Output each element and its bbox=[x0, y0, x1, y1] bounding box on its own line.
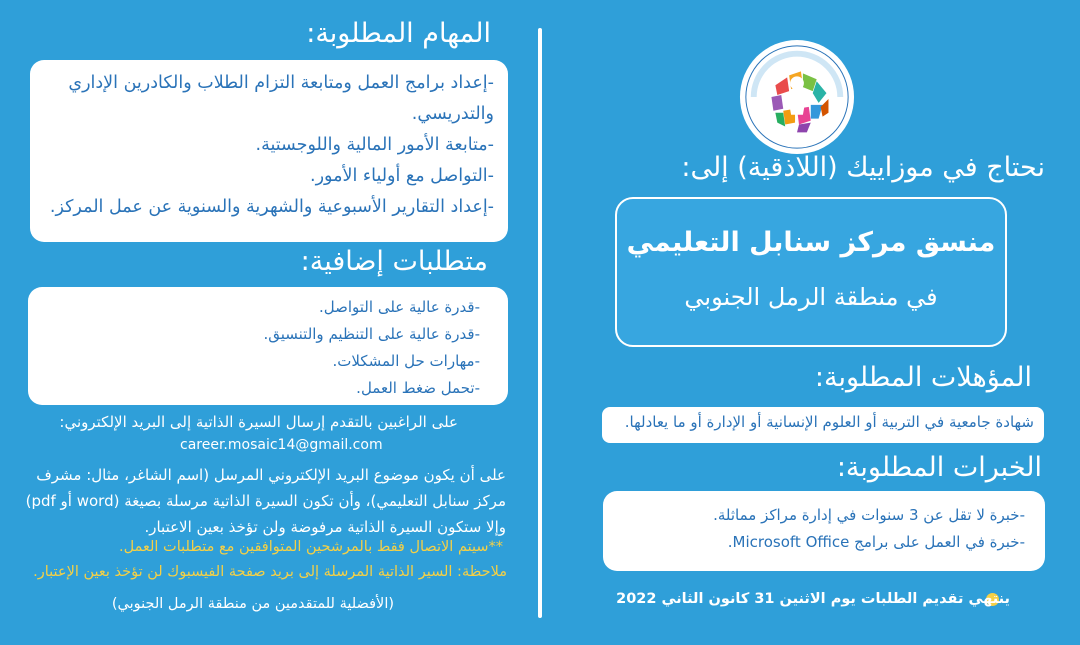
role-title: منسق مركز سنابل التعليمي bbox=[626, 227, 996, 258]
extra-requirements-heading: متطلبات إضافية: bbox=[300, 246, 488, 277]
deadline-text: ينتهي تقديم الطلبات يوم الاثنين 31 كانون الثاني 2022 bbox=[616, 591, 1010, 607]
subject-line: على أن يكون موضوع البريد الإلكتروني المرسل (اسم الشاغر، مثال: مشرف bbox=[36, 466, 506, 484]
extra-item: -تحمل ضغط العمل. bbox=[356, 379, 480, 397]
tasks-heading: المهام المطلوبة: bbox=[306, 18, 491, 49]
extra-item: -قدرة عالية على التواصل. bbox=[319, 298, 480, 316]
task-item: -متابعة الأمور المالية واللوجستية. bbox=[255, 135, 494, 155]
email-subject-instructions bbox=[26, 462, 506, 540]
mosaic-logo-icon bbox=[738, 38, 856, 156]
email-address[interactable]: career.mosaic14@gmail.com bbox=[180, 437, 383, 453]
qualification-text: شهادة جامعية في التربية أو العلوم الإنسانية أو الإدارة أو ما يعادلها. bbox=[624, 413, 1034, 431]
subject-line: وإلا ستكون السيرة الذاتية مرفوضة ولن تؤخذ بعين الاعتبار. bbox=[144, 518, 506, 536]
preference-note: (الأفضلية للمتقدمين من منطقة الرمل الجنوبي) bbox=[111, 596, 394, 612]
extra-item: -مهارات حل المشكلات. bbox=[332, 352, 480, 370]
experience-heading: الخبرات المطلوبة: bbox=[836, 452, 1042, 483]
task-item: -إعداد التقارير الأسبوعية والشهرية والسنوية عن عمل المركز. bbox=[49, 197, 494, 217]
contact-notice: **سيتم الاتصال فقط بالمرشحين المتوافقين مع متطلبات العمل. bbox=[119, 539, 503, 555]
task-item: -إعداد برامج العمل ومتابعة التزام الطلاب والكادرين الإداري bbox=[68, 73, 494, 93]
column-divider bbox=[538, 28, 542, 618]
role-box bbox=[615, 197, 1007, 347]
experience-item: -خبرة لا تقل عن 3 سنوات في إدارة مراكز مماثلة. bbox=[713, 506, 1025, 524]
experience-box bbox=[603, 491, 1045, 571]
task-item: والتدريسي. bbox=[411, 104, 494, 124]
tasks-box bbox=[30, 60, 508, 242]
role-location: في منطقة الرمل الجنوبي bbox=[684, 283, 938, 311]
experience-item: -خبرة في العمل على برامج Microsoft Office. bbox=[727, 533, 1025, 551]
facebook-note: ملاحظة: السير الذاتية المرسلة إلى بريد صفحة الفيسبوك لن تؤخذ بعين الإعتبار. bbox=[33, 564, 507, 580]
subject-line: مركز سنابل التعليمي)، وأن تكون السيرة الذاتية مرسلة بصيغة (word أو pdf) bbox=[25, 492, 506, 510]
need-heading: نحتاج في موزاييك (اللاذقية) إلى: bbox=[681, 152, 1045, 183]
apply-instruction: على الراغبين بالتقدم إرسال السيرة الذاتية إلى البريد الإلكتروني: bbox=[59, 413, 458, 431]
qualifications-box bbox=[602, 407, 1044, 443]
extra-item: -قدرة عالية على التنظيم والتنسيق. bbox=[263, 325, 480, 343]
task-item: -التواصل مع أولياء الأمور. bbox=[310, 166, 494, 186]
extra-requirements-box bbox=[28, 287, 508, 405]
qualifications-heading: المؤهلات المطلوبة: bbox=[814, 362, 1032, 393]
